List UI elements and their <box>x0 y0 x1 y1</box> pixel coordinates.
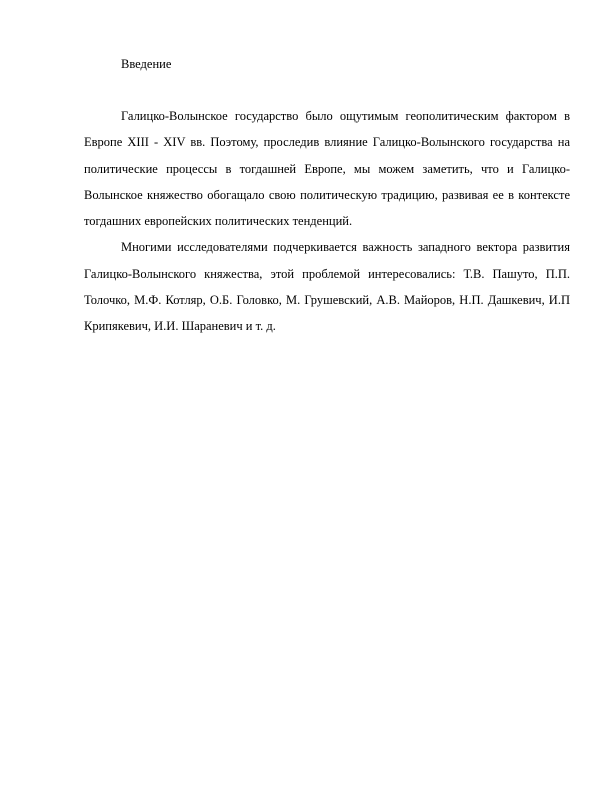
page-title: Введение <box>121 57 172 71</box>
document-body <box>84 103 570 340</box>
paragraph-intro: Галицко-Волынское государство было ощутимым геополитическим фактором в Европе XIII - XIV вв. Поэтому, проследив влияние Галицко-Волынского государства на политические процессы в тогдашней Европе, мы можем заметить, что и Галицко-Волынское княжество обогащало свою политическую традицию, развивая ее в контексте тогдашних европейских политических тенденций. <box>84 109 570 229</box>
paragraph-researchers: Многими исследователями подчеркивается важность западного вектора развития Галицко-Волынского княжества, этой проблемой интересовались: Т.В. Пашуто, П.П. Толочко, М.Ф. Котляр, О.Б. Головко, М. Грушевский, А.В. Майоров, Н.П. Дашкевич, И.П Крипякевич, И.И. Шараневич и т. д. <box>84 240 570 334</box>
